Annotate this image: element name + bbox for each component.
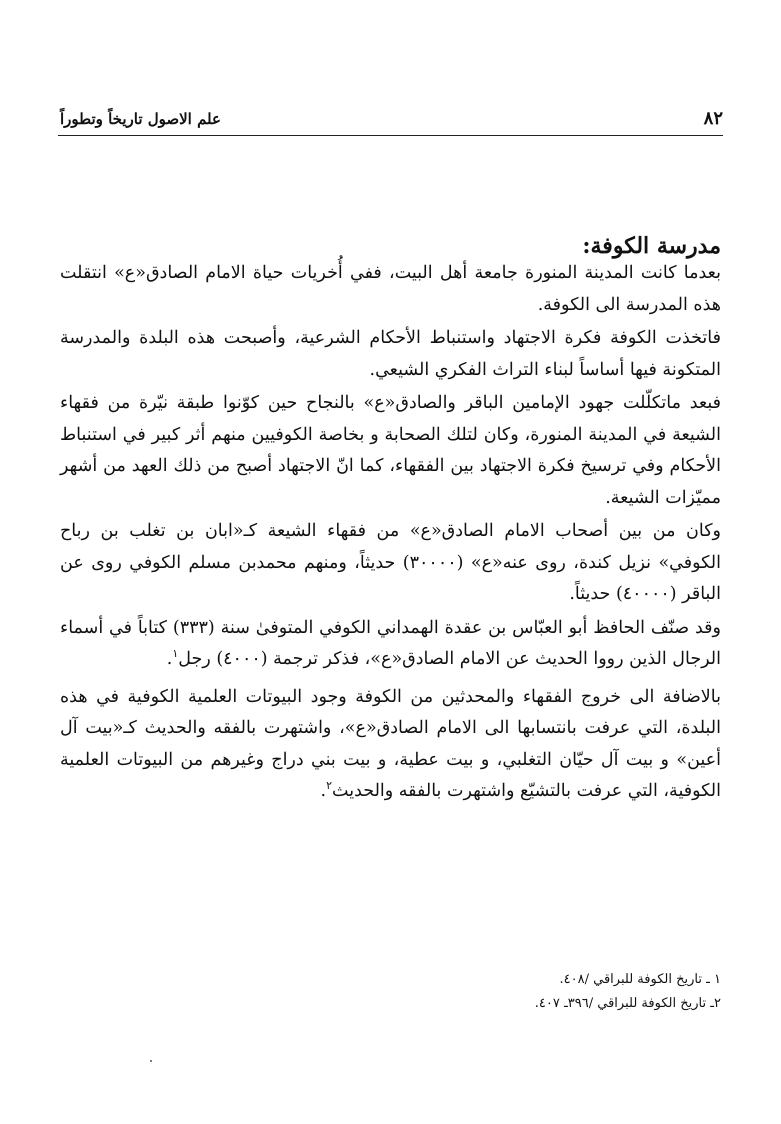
footnotes (300, 968, 721, 1016)
paragraph: فاتخذت الكوفة فكرة الاجتهاد واستنباط الأحكام الشرعية، وأصبحت هذه البلدة والمدرسة المتكونة فيها أساساً لبناء التراث الفكري الشيعي. (60, 328, 721, 380)
paragraph-end: . (320, 781, 327, 801)
paragraph: بعدما كانت المدينة المنورة جامعة أهل البيت، ففي أُخريات حياة الامام الصادق«ع» انتقلت هذه المدرسة الى الكوفة. (60, 263, 721, 315)
paragraph (60, 613, 721, 676)
footnote: ١ ـ تاريخ الكوفة للبراقي /٤٠٨. (559, 972, 721, 987)
body-text (60, 258, 721, 808)
footnote-reference: ٢ (326, 779, 333, 793)
section-title: مدرسة الكوفة: (582, 233, 721, 259)
scan-speck (150, 1060, 152, 1062)
paragraph: فبعد ماتكلّلت جهود الإمامين الباقر والصادق«ع» بالنجاح حين كوّنوا طبقة نيّرة من فقهاء الشيعة في المدينة المنورة، وكان لتلك الصحابة و بخاصة الكوفيين منهم أثر كبير في استنباط الأحكام وفي ترسيخ فكرة الاجتهاد بين الفقهاء، كما انّ الاجتهاد أصبح من ذلك العهد من أشهر مميّزات الشيعة. (60, 393, 721, 508)
footnote: ٢ـ تاريخ الكوفة للبراقي /٣٩٦ـ ٤٠٧. (534, 996, 721, 1011)
header-divider (58, 135, 723, 136)
footnote-reference: ١ (172, 647, 179, 661)
paragraph-text: وقد صنّف الحافظ أبو العبّاس بن عقدة الهمداني الكوفي المتوفىٰ سنة (٣٣٣) كتاباً في أسماء الرجال الذين رووا الحديث عن الامام الصادق«ع»، فذكر ترجمة (٤٠٠٠) رجل (60, 617, 721, 669)
paragraph-end: . (166, 649, 173, 669)
paragraph-text: بالاضافة الى خروج الفقهاء والمحدثين من الكوفة وجود البيوتات العلمية الكوفية في هذه البلدة، التي عرفت بانتسابها الى الامام الصادق«ع»، واشتهرت بالفقه والحديث كـ«بيت آل أعين» و بيت آل حيّان التغلبي، و بيت عطية، و بيت بني دراج وغيرهم من البيوتات العلمية الكوفية، التي عرفت بالتشيّع واشتهرت بالفقه والحديث (60, 686, 721, 801)
book-title: علم الاصول تاريخاً وتطوراً (60, 110, 221, 128)
paragraph (60, 682, 721, 808)
running-header (60, 108, 723, 134)
paragraph: وكان من بين أصحاب الامام الصادق«ع» من فقهاء الشيعة كـ«ابان بن تغلب بن رباح الكوفي» نزيل كندة، روى عنه«ع» (٣٠٠٠٠) حديثاً، ومنهم محمدبن مسلم الكوفي روى عن الباقر (٤٠٠٠٠) حديثاً. (60, 521, 721, 604)
page-number: ٨٢ (703, 108, 723, 129)
